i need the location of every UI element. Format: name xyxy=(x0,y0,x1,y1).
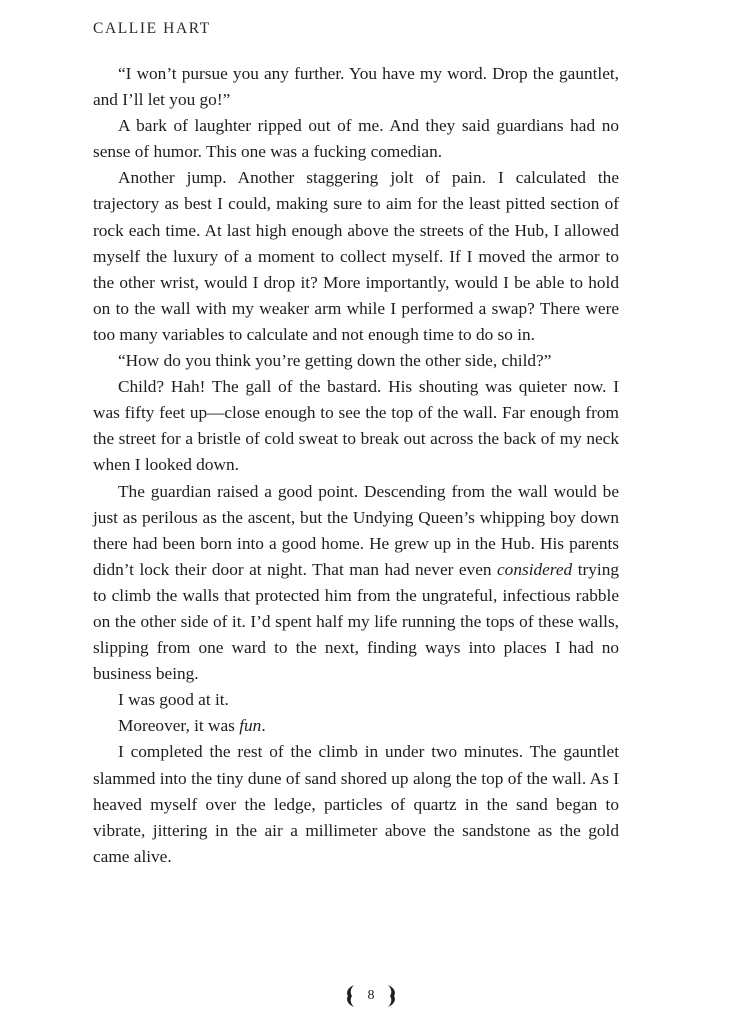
left-bracket-ornament-icon xyxy=(344,984,356,1008)
paragraph: I was good at it. xyxy=(118,690,229,710)
text-run: . xyxy=(261,716,266,736)
paragraph xyxy=(93,713,619,739)
right-bracket-ornament-icon xyxy=(386,984,398,1008)
text-run: trying to climb the walls that protected him from the ungrateful, infectious rabble on the other side of it. I’d spent half my life running the tops of these walls, slipping from one ward to the next, finding ways into places I had no business being. xyxy=(93,559,619,684)
paragraph: Child? Hah! The gall of the bastard. His shouting was quieter now. I was fifty feet up—close enough to see the top of the wall. Far enough from the street for a bristle of cold sweat to break out across the back of my neck when I looked down. xyxy=(93,377,619,475)
paragraph xyxy=(93,479,619,688)
text-run: The guardian raised a good point. Descending from the wall would be just as perilous as the ascent, but the Undying Queen’s whipping boy down there had been born into a good home. He grew up in the Hub. His parents didn’t lock their door at night. That man had never even xyxy=(93,481,619,579)
text-run: Moreover, it was xyxy=(118,716,240,736)
paragraph: A bark of laughter ripped out of me. And they said guardians had no sense of humor. This one was a fucking comedian. xyxy=(93,116,619,162)
body-text xyxy=(93,61,619,870)
emphasized-word: fun xyxy=(239,716,262,736)
emphasized-word: considered xyxy=(497,559,573,579)
paragraph: “How do you think you’re getting down the other side, child?” xyxy=(118,351,552,371)
page-number: 8 xyxy=(367,988,375,1003)
page-footer xyxy=(0,984,742,1008)
paragraph: “I won’t pursue you any further. You have my word. Drop the gauntlet, and I’ll let you go!” xyxy=(93,64,619,110)
paragraph: I completed the rest of the climb in under two minutes. The gauntlet slammed into the tiny dune of sand shored up along the top of the wall. As I heaved myself over the ledge, particles of quartz in the sand began to vibrate, jittering in the air a millimeter above the sandstone as the gold came alive. xyxy=(93,742,619,866)
paragraph: Another jump. Another staggering jolt of pain. I calculated the trajectory as best I could, making sure to aim for the least pitted section of rock each time. At last high enough above the streets of the Hub, I allowed myself the luxury of a moment to collect myself. If I moved the armor to the other wrist, would I drop it? More importantly, would I be able to hold on to the wall with my weaker arm while I performed a swap? There were too many variables to calculate and not enough time to do so in. xyxy=(93,168,619,344)
running-header-author: CALLIE HART xyxy=(93,20,211,37)
